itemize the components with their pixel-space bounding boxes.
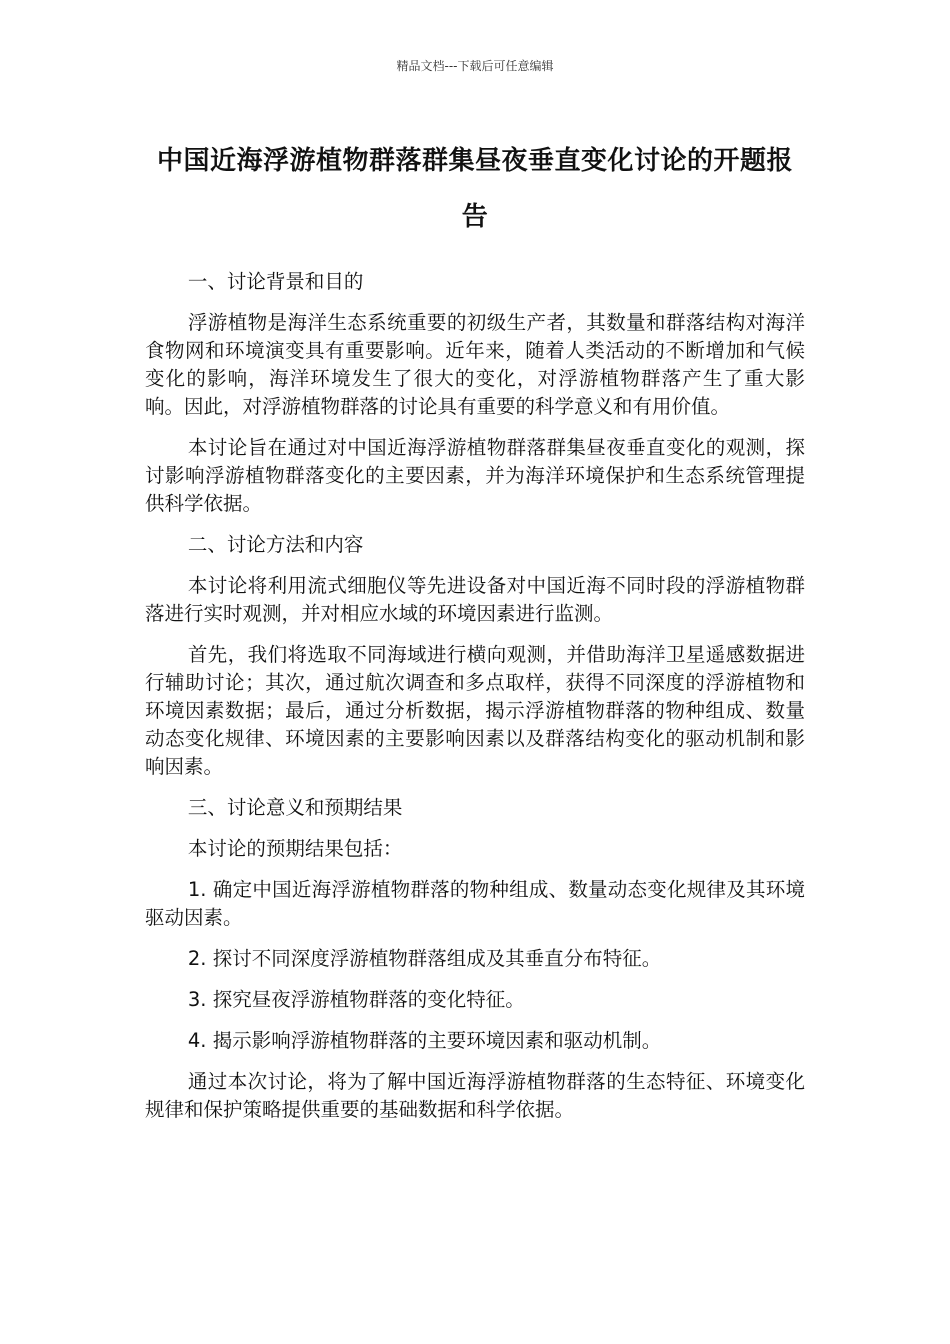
paragraph: 浮游植物是海洋生态系统重要的初级生产者，其数量和群落结构对海洋食物网和环境演变具有重要影响。近年来，随着人类活动的不断增加和气候变化的影响，海洋环境发生了很大的变化，对浮游植物群落产生了重大影响。因此，对浮游植物群落的讨论具有重要的科学意义和有用价值。 <box>145 311 805 418</box>
paragraph: 首先，我们将选取不同海域进行横向观测，并借助海洋卫星遥感数据进行辅助讨论；其次，通过航次调查和多点取样，获得不同深度的浮游植物和环境因素数据；最后，通过分析数据，揭示浮游植物群落的物种组成、数量动态变化规律、环境因素的主要影响因素以及群落结构变化的驱动机制和影响因素。 <box>145 643 805 778</box>
page-header-watermark: 精品文档---下载后可任意编辑 <box>396 59 554 73</box>
list-item: 1. 确定中国近海浮游植物群落的物种组成、数量动态变化规律及其环境驱动因素。 <box>145 878 805 929</box>
document-title: 中国近海浮游植物群落群集昼夜垂直变化讨论的开题报告 <box>156 146 793 232</box>
paragraph: 本讨论将利用流式细胞仪等先进设备对中国近海不同时段的浮游植物群落进行实时观测，并对相应水域的环境因素进行监测。 <box>145 574 805 625</box>
paragraph: 通过本次讨论，将为了解中国近海浮游植物群落的生态特征、环境变化规律和保护策略提供重要的基础数据和科学依据。 <box>145 1070 805 1121</box>
list-item: 2. 探讨不同深度浮游植物群落组成及其垂直分布特征。 <box>187 947 662 970</box>
document-body <box>145 268 805 1137</box>
paragraph: 本讨论的预期结果包括： <box>187 837 403 860</box>
paragraph: 本讨论旨在通过对中国近海浮游植物群落群集昼夜垂直变化的观测，探讨影响浮游植物群落变化的主要因素，并为海洋环境保护和生态系统管理提供科学依据。 <box>145 436 805 515</box>
section-heading: 二、讨论方法和内容 <box>187 533 364 556</box>
section-heading: 一、讨论背景和目的 <box>187 270 364 293</box>
list-item: 4. 揭示影响浮游植物群落的主要环境因素和驱动机制。 <box>187 1029 662 1052</box>
list-item: 3. 探究昼夜浮游植物群落的变化特征。 <box>187 988 525 1011</box>
section-heading: 三、讨论意义和预期结果 <box>187 796 403 819</box>
